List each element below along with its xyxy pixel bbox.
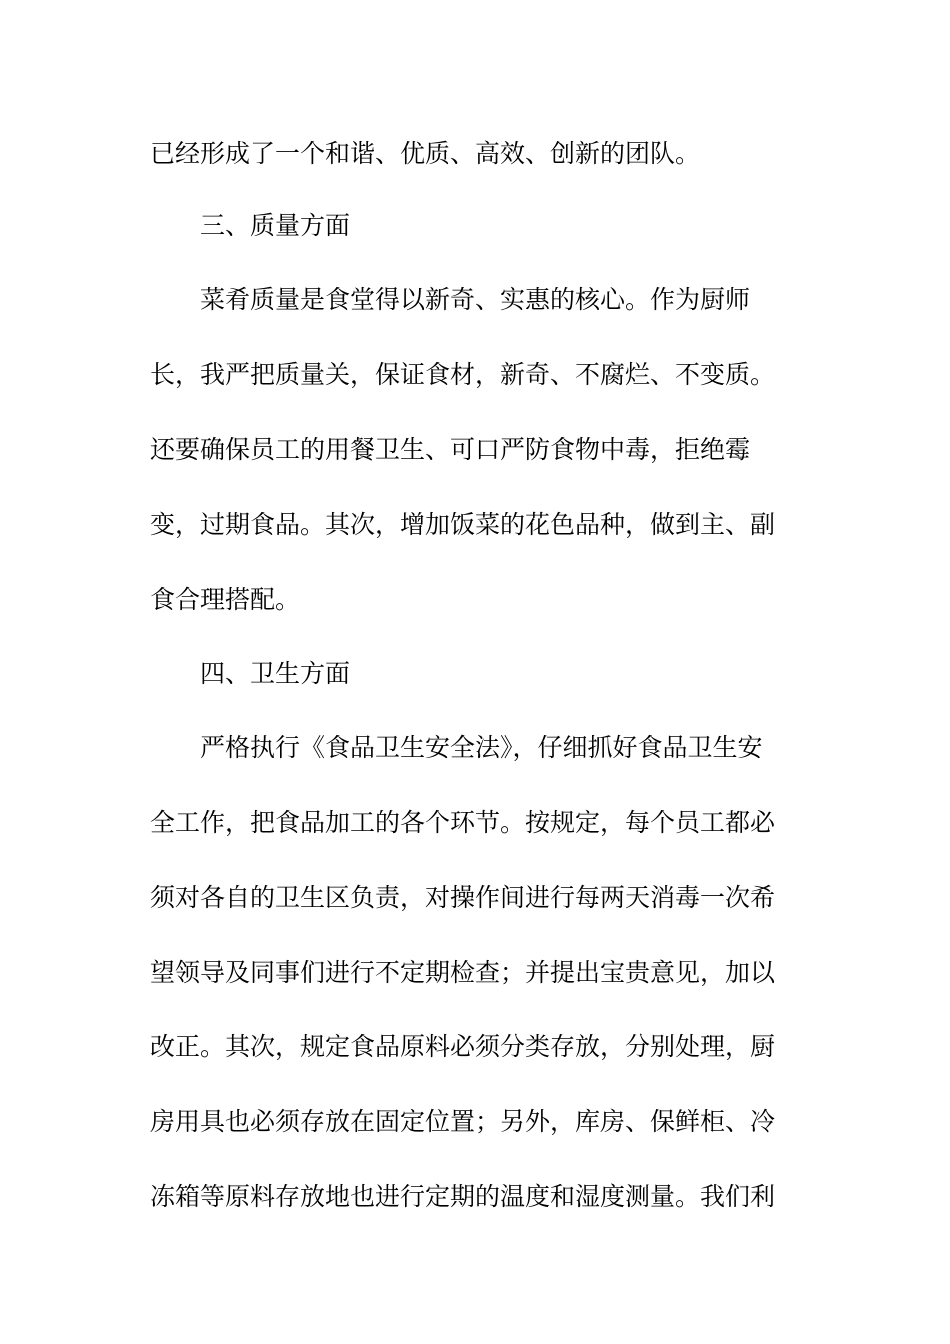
paragraph-line: 房用具也必须存放在固定位置；另外，库房、保鲜柜、冷 <box>150 1107 776 1136</box>
paragraph-line: 改正。其次，规定食品原料必须分类存放，分别处理，厨 <box>150 1032 776 1061</box>
paragraph-line: 望领导及同事们进行不定期检查；并提出宝贵意见，加以 <box>150 958 776 987</box>
paragraph-line: 还要确保员工的用餐卫生、可口严防食物中毒，拒绝霉 <box>150 435 751 464</box>
section-heading-quality: 三、质量方面 <box>200 211 351 240</box>
paragraph-line: 变，过期食品。其次，增加饭菜的花色品种，做到主、副 <box>150 510 776 539</box>
paragraph-line: 须对各自的卫生区负责，对操作间进行每两天消毒一次希 <box>150 883 776 912</box>
paragraph-line: 长，我严把质量关，保证食材，新奇、不腐烂、不变质。 <box>150 360 776 389</box>
paragraph-line: 已经形成了一个和谐、优质、高效、创新的团队。 <box>150 139 701 168</box>
section-heading-hygiene: 四、卫生方面 <box>200 659 351 688</box>
paragraph-line: 全工作，把食品加工的各个环节。按规定，每个员工都必 <box>150 808 776 837</box>
paragraph-line: 冻箱等原料存放地也进行定期的温度和湿度测量。我们利 <box>150 1182 776 1211</box>
paragraph-line: 食合理搭配。 <box>150 585 301 614</box>
paragraph-line: 严格执行《食品卫生安全法》，仔细抓好食品卫生安 <box>200 733 763 762</box>
paragraph-line: 菜肴质量是食堂得以新奇、实惠的核心。作为厨师 <box>200 285 751 314</box>
